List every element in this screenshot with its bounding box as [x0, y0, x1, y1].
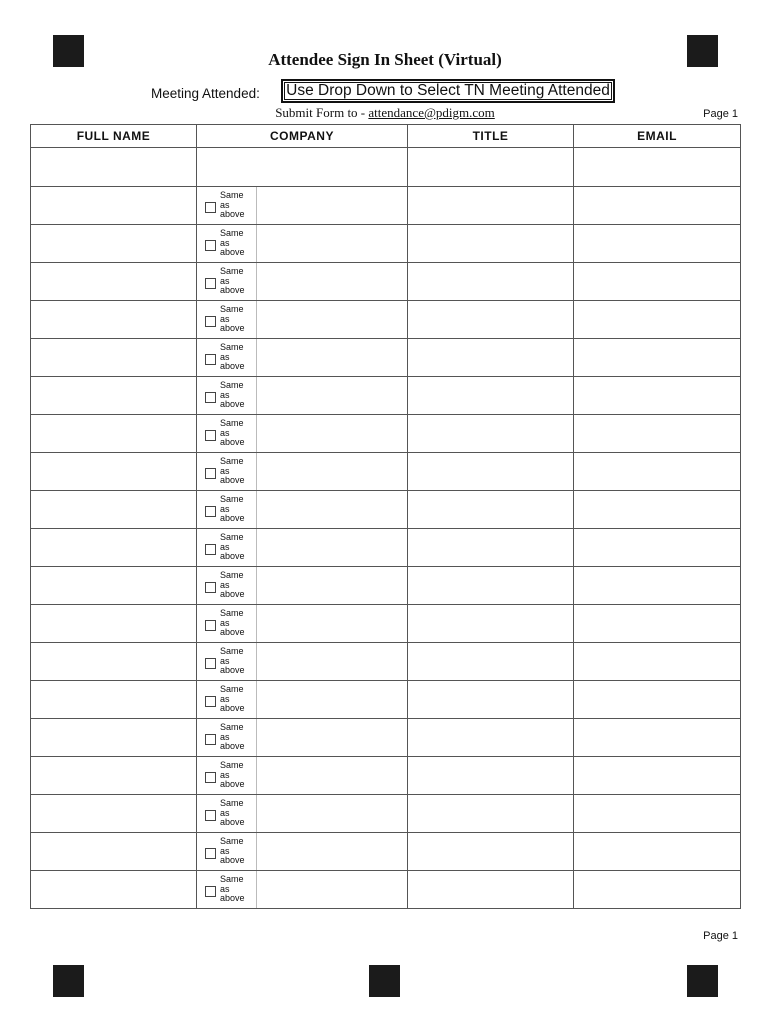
table-row [31, 415, 741, 453]
same-as-above-checkbox[interactable] [205, 658, 216, 669]
same-as-above-group [197, 833, 257, 870]
email-cell [574, 415, 741, 453]
same-as-above-group [197, 263, 257, 300]
same-as-above-label: Same as above [220, 228, 245, 258]
same-as-above-label: Same as above [220, 532, 245, 562]
table-row [31, 225, 741, 263]
company-cell [197, 833, 408, 871]
email-input[interactable] [574, 529, 740, 566]
email-cell [574, 567, 741, 605]
title-input[interactable] [408, 339, 573, 376]
company-cell [197, 415, 408, 453]
same-as-above-label: Same as above [220, 342, 245, 372]
company-cell [197, 187, 408, 225]
same-as-above-checkbox[interactable] [205, 582, 216, 593]
full-name-input[interactable] [31, 377, 196, 414]
company-input[interactable] [257, 795, 407, 832]
same-as-above-label: Same as above [220, 646, 245, 676]
full-name-cell [31, 795, 197, 833]
table-row [31, 871, 741, 909]
same-as-above-group [197, 757, 257, 794]
page-title: Attendee Sign In Sheet (Virtual) [268, 50, 502, 69]
company-input[interactable] [257, 187, 407, 224]
title-input[interactable] [408, 491, 573, 528]
email-input[interactable] [574, 453, 740, 490]
same-as-above-label: Same as above [220, 570, 245, 600]
email-input[interactable] [574, 605, 740, 642]
full-name-cell [31, 719, 197, 757]
full-name-cell [31, 339, 197, 377]
company-cell [197, 263, 408, 301]
submit-email-link[interactable]: attendance@pdigm.com [368, 105, 495, 120]
table-row [31, 148, 741, 187]
same-as-above-label: Same as above [220, 836, 245, 866]
column-header-full-name: FULL NAME [31, 125, 197, 148]
email-input[interactable] [574, 719, 740, 756]
company-cell [197, 681, 408, 719]
company-input[interactable] [257, 339, 407, 376]
company-cell [197, 377, 408, 415]
email-cell [574, 643, 741, 681]
title-input[interactable] [408, 225, 573, 262]
same-as-above-label: Same as above [220, 798, 245, 828]
same-as-above-checkbox[interactable] [205, 278, 216, 289]
company-input[interactable] [197, 148, 407, 186]
full-name-input[interactable] [31, 453, 196, 490]
email-cell [574, 491, 741, 529]
email-input[interactable] [574, 148, 740, 186]
same-as-above-label: Same as above [220, 608, 245, 638]
full-name-cell [31, 263, 197, 301]
title-cell [408, 795, 574, 833]
email-input[interactable] [574, 263, 740, 300]
title-cell [408, 871, 574, 909]
title-input[interactable] [408, 567, 573, 604]
company-input[interactable] [257, 833, 407, 870]
full-name-input[interactable] [31, 757, 196, 794]
same-as-above-group [197, 871, 257, 908]
title-input[interactable] [408, 415, 573, 452]
same-as-above-group [197, 719, 257, 756]
company-cell [197, 567, 408, 605]
full-name-cell [31, 757, 197, 795]
page-number-bottom: Page 1 [703, 930, 738, 942]
same-as-above-group [197, 529, 257, 566]
email-cell [574, 301, 741, 339]
same-as-above-label: Same as above [220, 684, 245, 714]
title-input[interactable] [408, 719, 573, 756]
title-cell [408, 225, 574, 263]
email-input[interactable] [574, 643, 740, 680]
same-as-above-checkbox[interactable] [205, 772, 216, 783]
company-input[interactable] [257, 263, 407, 300]
same-as-above-label: Same as above [220, 304, 245, 334]
same-as-above-group [197, 567, 257, 604]
email-cell [574, 871, 741, 909]
full-name-cell [31, 377, 197, 415]
full-name-input[interactable] [31, 795, 196, 832]
sign-in-table [30, 124, 741, 909]
email-input[interactable] [574, 225, 740, 262]
same-as-above-checkbox[interactable] [205, 392, 216, 403]
company-input[interactable] [257, 567, 407, 604]
full-name-input[interactable] [31, 339, 196, 376]
same-as-above-group [197, 301, 257, 338]
table-row [31, 491, 741, 529]
table-row [31, 339, 741, 377]
email-cell [574, 605, 741, 643]
full-name-input[interactable] [31, 263, 196, 300]
table-row [31, 263, 741, 301]
email-input[interactable] [574, 415, 740, 452]
full-name-cell [31, 187, 197, 225]
email-cell [574, 187, 741, 225]
meeting-select-dropdown[interactable]: Use Drop Down to Select TN Meeting Attended [281, 79, 615, 103]
full-name-cell [31, 643, 197, 681]
same-as-above-group [197, 377, 257, 414]
full-name-cell [31, 453, 197, 491]
same-as-above-label: Same as above [220, 874, 245, 904]
same-as-above-label: Same as above [220, 722, 245, 752]
email-input[interactable] [574, 377, 740, 414]
company-input[interactable] [257, 225, 407, 262]
email-input[interactable] [574, 187, 740, 224]
full-name-cell [31, 833, 197, 871]
title-input[interactable] [408, 529, 573, 566]
title-cell [408, 148, 574, 187]
company-input[interactable] [257, 377, 407, 414]
full-name-input[interactable] [31, 643, 196, 680]
title-input[interactable] [408, 187, 573, 224]
table-row [31, 567, 741, 605]
table-row [31, 453, 741, 491]
email-input[interactable] [574, 871, 740, 908]
full-name-cell [31, 605, 197, 643]
company-cell [197, 605, 408, 643]
company-cell [197, 453, 408, 491]
company-cell [197, 795, 408, 833]
same-as-above-checkbox[interactable] [205, 468, 216, 479]
table-row [31, 795, 741, 833]
company-cell [197, 148, 408, 187]
title-cell [408, 757, 574, 795]
table-row [31, 681, 741, 719]
title-input[interactable] [408, 453, 573, 490]
table-row [31, 643, 741, 681]
title-cell [408, 377, 574, 415]
registration-mark-bottom-center [369, 965, 400, 997]
same-as-above-label: Same as above [220, 418, 245, 448]
title-input[interactable] [408, 833, 573, 870]
same-as-above-checkbox[interactable] [205, 620, 216, 631]
title-cell [408, 263, 574, 301]
title-cell [408, 529, 574, 567]
company-cell [197, 339, 408, 377]
submit-form-line [0, 105, 770, 121]
same-as-above-group [197, 187, 257, 224]
same-as-above-group [197, 225, 257, 262]
title-cell [408, 719, 574, 757]
same-as-above-group [197, 681, 257, 718]
submit-form-prefix: Submit Form to - [275, 105, 369, 120]
table-row [31, 301, 741, 339]
email-cell [574, 339, 741, 377]
title-cell [408, 453, 574, 491]
full-name-input[interactable] [31, 833, 196, 870]
title-input[interactable] [408, 757, 573, 794]
email-input[interactable] [574, 795, 740, 832]
same-as-above-checkbox[interactable] [205, 696, 216, 707]
full-name-input[interactable] [31, 491, 196, 528]
company-input[interactable] [257, 605, 407, 642]
same-as-above-checkbox[interactable] [205, 354, 216, 365]
full-name-input[interactable] [31, 529, 196, 566]
same-as-above-checkbox[interactable] [205, 316, 216, 327]
registration-mark-bottom-right [687, 965, 718, 997]
title-input[interactable] [408, 263, 573, 300]
table-row [31, 187, 741, 225]
title-cell [408, 833, 574, 871]
title-cell [408, 643, 574, 681]
title-input[interactable] [408, 643, 573, 680]
email-cell [574, 263, 741, 301]
email-cell [574, 148, 741, 187]
company-cell [197, 491, 408, 529]
email-cell [574, 529, 741, 567]
company-cell [197, 225, 408, 263]
email-input[interactable] [574, 681, 740, 718]
email-input[interactable] [574, 757, 740, 794]
same-as-above-label: Same as above [220, 456, 245, 486]
email-cell [574, 833, 741, 871]
same-as-above-group [197, 643, 257, 680]
full-name-cell [31, 301, 197, 339]
title-input[interactable] [408, 377, 573, 414]
table-row [31, 719, 741, 757]
title-cell [408, 605, 574, 643]
full-name-input[interactable] [31, 148, 196, 186]
company-input[interactable] [257, 491, 407, 528]
email-cell [574, 795, 741, 833]
full-name-input[interactable] [31, 225, 196, 262]
table-row [31, 377, 741, 415]
full-name-cell [31, 871, 197, 909]
same-as-above-checkbox[interactable] [205, 506, 216, 517]
company-input[interactable] [257, 681, 407, 718]
table-header-row [31, 125, 741, 148]
table-row [31, 833, 741, 871]
full-name-input[interactable] [31, 567, 196, 604]
company-cell [197, 757, 408, 795]
title-input[interactable] [408, 148, 573, 186]
company-input[interactable] [257, 871, 407, 908]
same-as-above-group [197, 415, 257, 452]
full-name-cell [31, 225, 197, 263]
same-as-above-checkbox[interactable] [205, 430, 216, 441]
email-input[interactable] [574, 491, 740, 528]
same-as-above-group [197, 605, 257, 642]
company-input[interactable] [257, 529, 407, 566]
full-name-input[interactable] [31, 187, 196, 224]
table-row [31, 605, 741, 643]
email-cell [574, 719, 741, 757]
company-cell [197, 301, 408, 339]
same-as-above-label: Same as above [220, 266, 245, 296]
email-input[interactable] [574, 339, 740, 376]
table-row [31, 757, 741, 795]
full-name-input[interactable] [31, 301, 196, 338]
full-name-input[interactable] [31, 719, 196, 756]
same-as-above-group [197, 453, 257, 490]
full-name-input[interactable] [31, 605, 196, 642]
full-name-input[interactable] [31, 681, 196, 718]
company-cell [197, 643, 408, 681]
full-name-cell [31, 491, 197, 529]
same-as-above-label: Same as above [220, 380, 245, 410]
meeting-attended-label: Meeting Attended: [151, 86, 260, 101]
title-cell [408, 187, 574, 225]
full-name-cell [31, 681, 197, 719]
title-cell [408, 415, 574, 453]
title-input[interactable] [408, 871, 573, 908]
email-input[interactable] [574, 301, 740, 338]
full-name-cell [31, 529, 197, 567]
title-cell [408, 339, 574, 377]
title-cell [408, 567, 574, 605]
column-header-company: COMPANY [197, 125, 408, 148]
title-input[interactable] [408, 681, 573, 718]
title-cell [408, 681, 574, 719]
full-name-input[interactable] [31, 871, 196, 908]
company-cell [197, 719, 408, 757]
full-name-cell [31, 415, 197, 453]
company-cell [197, 871, 408, 909]
company-input[interactable] [257, 453, 407, 490]
same-as-above-label: Same as above [220, 760, 245, 790]
full-name-cell [31, 567, 197, 605]
email-cell [574, 377, 741, 415]
email-cell [574, 757, 741, 795]
same-as-above-group [197, 491, 257, 528]
column-header-title: TITLE [408, 125, 574, 148]
title-input[interactable] [408, 301, 573, 338]
company-input[interactable] [257, 719, 407, 756]
same-as-above-checkbox[interactable] [205, 886, 216, 897]
same-as-above-group [197, 795, 257, 832]
company-cell [197, 529, 408, 567]
column-header-email: EMAIL [574, 125, 741, 148]
company-input[interactable] [257, 757, 407, 794]
same-as-above-group [197, 339, 257, 376]
email-cell [574, 453, 741, 491]
title-cell [408, 491, 574, 529]
title-input[interactable] [408, 605, 573, 642]
same-as-above-checkbox[interactable] [205, 810, 216, 821]
same-as-above-checkbox[interactable] [205, 240, 216, 251]
same-as-above-label: Same as above [220, 494, 245, 524]
title-cell [408, 301, 574, 339]
company-input[interactable] [257, 643, 407, 680]
page-number-top: Page 1 [703, 108, 738, 120]
company-input[interactable] [257, 301, 407, 338]
registration-mark-bottom-left [53, 965, 84, 997]
email-input[interactable] [574, 833, 740, 870]
same-as-above-checkbox[interactable] [205, 202, 216, 213]
same-as-above-label: Same as above [220, 190, 245, 220]
title-input[interactable] [408, 795, 573, 832]
same-as-above-checkbox[interactable] [205, 734, 216, 745]
full-name-cell [31, 148, 197, 187]
full-name-input[interactable] [31, 415, 196, 452]
email-input[interactable] [574, 567, 740, 604]
email-cell [574, 681, 741, 719]
email-cell [574, 225, 741, 263]
company-input[interactable] [257, 415, 407, 452]
table-row [31, 529, 741, 567]
same-as-above-checkbox[interactable] [205, 848, 216, 859]
same-as-above-checkbox[interactable] [205, 544, 216, 555]
